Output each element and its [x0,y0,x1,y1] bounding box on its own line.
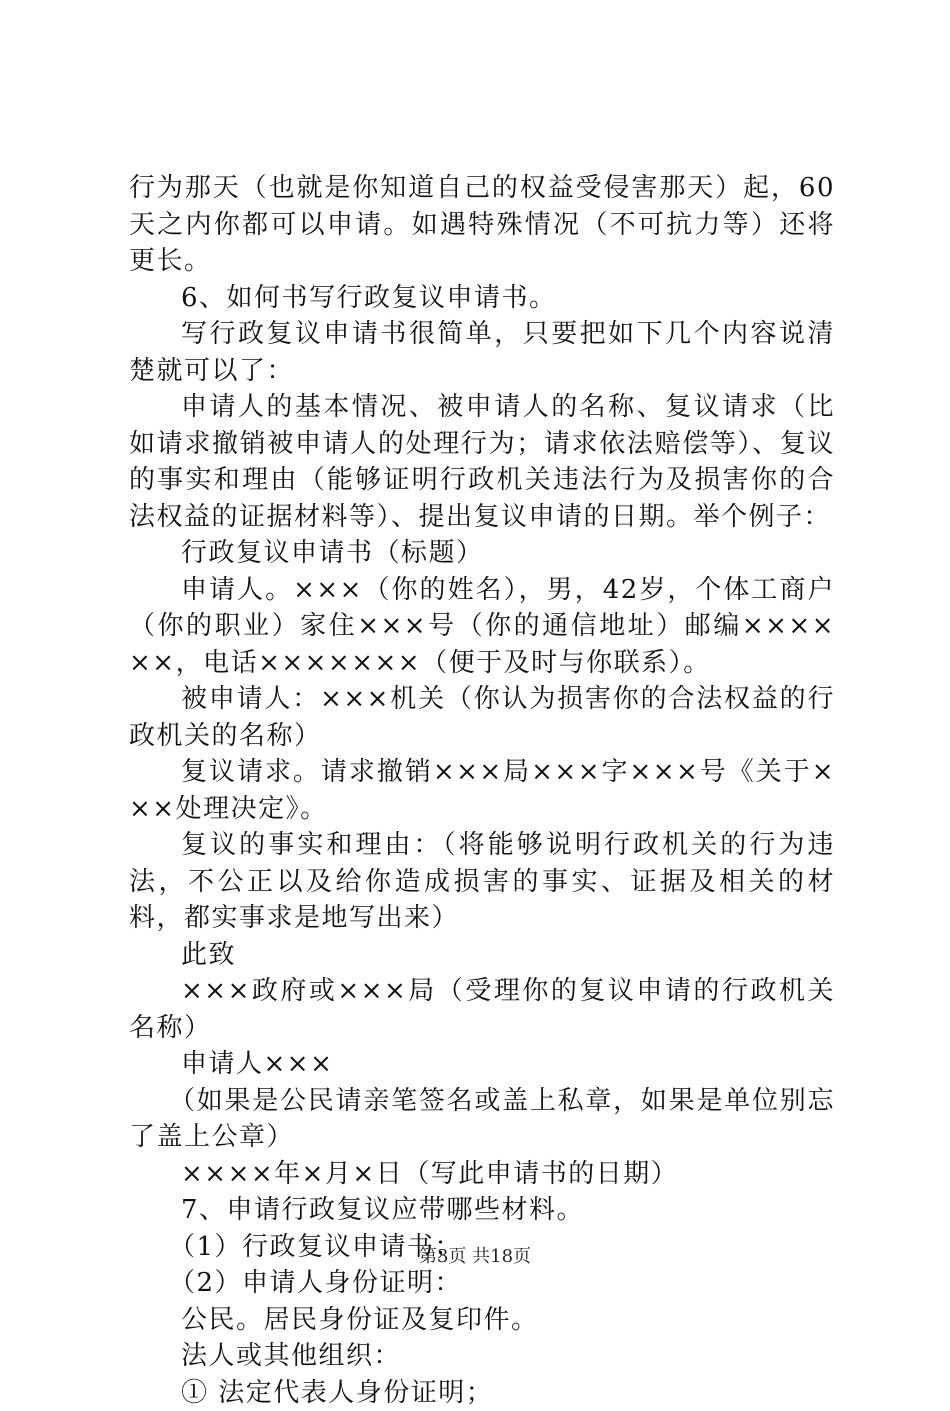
paragraph: 复议请求。请求撤销×××局×××字×××号《关于×××处理决定》。 [129,754,835,827]
list-item: ① 法定代表人身份证明； [129,1375,835,1411]
paragraph: 行为那天（也就是你知道自己的权益受侵害那天）起，60天之内你都可以申请。如遇特殊情况（不可抗力等）还将更长。 [129,170,835,280]
sample-title: 行政复议申请书（标题） [129,535,835,572]
paragraph: 此致 [129,937,835,974]
paragraph: 公民。居民身份证及复印件。 [129,1302,835,1339]
paragraph: 被申请人：×××机关（你认为损害你的合法权益的行政机关的名称） [129,681,835,754]
paragraph: 法人或其他组织： [129,1338,835,1375]
paragraph: 申请人。×××（你的姓名），男，42岁，个体工商户（你的职业）家住×××号（你的通信地址）邮编××××××，电话×××××××（便于及时与你联系）。 [129,572,835,682]
list-item: （2）申请人身份证明： [129,1265,835,1302]
section-heading: 7、申请行政复议应带哪些材料。 [129,1192,835,1229]
paragraph: 申请人××× [129,1046,835,1083]
paragraph: 复议的事实和理由：（将能够说明行政机关的行为违法，不公正以及给你造成损害的事实、证据及相关的材料，都实事求是地写出来） [129,827,835,937]
paragraph: ××××年×月×日（写此申请书的日期） [129,1156,835,1193]
page-footer: 第3页 共18页 [0,1242,950,1268]
paragraph: ×××政府或×××局（受理你的复议申请的行政机关名称） [129,973,835,1046]
paragraph: （如果是公民请亲笔签名或盖上私章，如果是单位别忘了盖上公章） [129,1083,835,1156]
paragraph: 写行政复议申请书很简单，只要把如下几个内容说清楚就可以了： [129,316,835,389]
paragraph: 申请人的基本情况、被申请人的名称、复议请求（比如请求撤销被申请人的处理行为；请求依法赔偿等）、复议的事实和理由（能够证明行政机关违法行为及损害你的合法权益的证据材料等）、提出复议申请的日期。举个例子： [129,389,835,535]
document-body [129,170,835,1411]
list-item: （1）行政复议申请书； [129,1229,835,1266]
section-heading: 6、如何书写行政复议申请书。 [129,280,835,317]
